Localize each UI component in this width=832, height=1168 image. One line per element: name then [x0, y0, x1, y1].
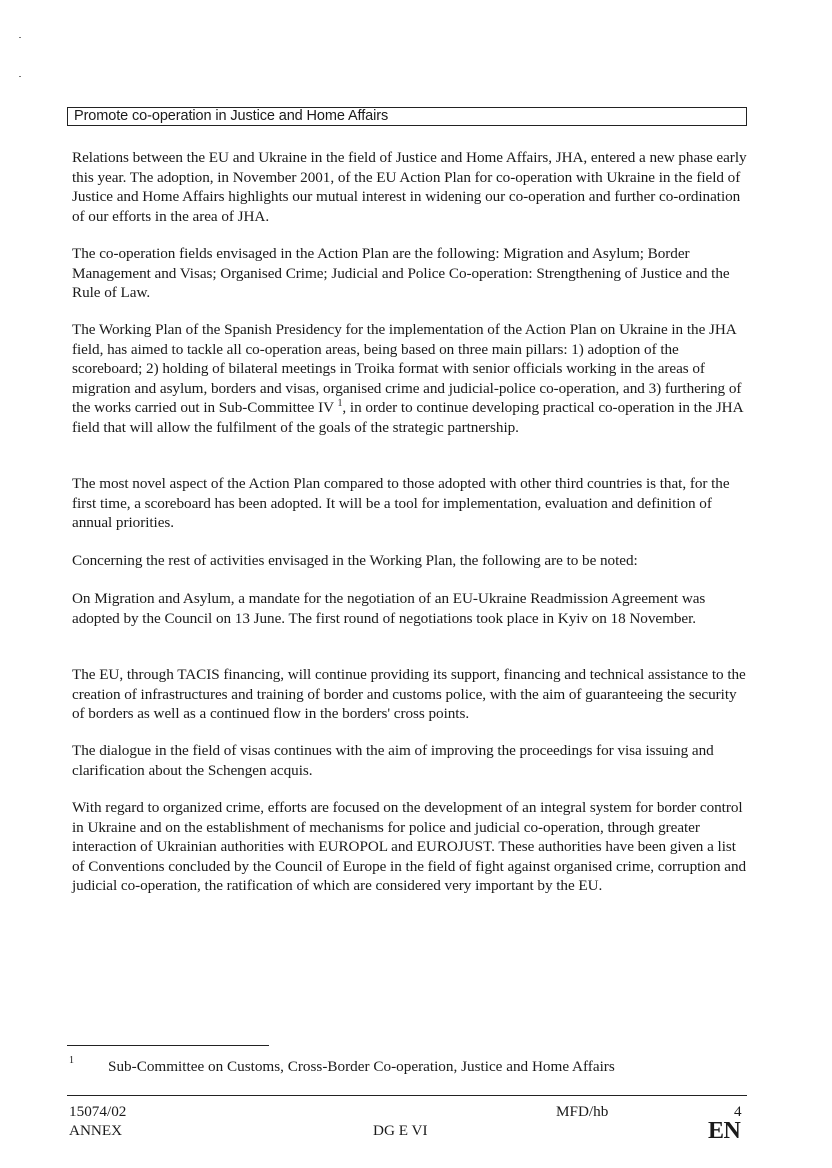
- document-number: 15074/02: [69, 1103, 127, 1120]
- footer-divider: [67, 1095, 747, 1096]
- annex-label: ANNEX: [69, 1122, 123, 1139]
- section-heading: Promote co-operation in Justice and Home Affairs: [74, 108, 389, 124]
- working-plan-text: The Working Plan of the Spanish Presidency for the implementation of the Action Plan on Ukraine in the JHA field, has aimed to tackle all co-operation areas, being based on three main pillars: 1) adoption of the scoreboard; 2) holding of bilateral meetings in Troika format with senior officials working in the areas of migration and asylum, borders and visas, organised crime and judicial-police co-operation, and 3) furthering of the works carried out in Sub-Committee IV: [72, 321, 742, 417]
- language-code: EN: [708, 1118, 741, 1144]
- paragraph-visas: The dialogue in the field of visas continues with the aim of improving the proceedings for visa issuing and clarification about the Schengen acquis.: [72, 742, 714, 779]
- scan-speck: [19, 76, 21, 77]
- paragraph-cooperation-fields: The co-operation fields envisaged in the Action Plan are the following: Migration and Asylum; Border Management and Visas; Organised Crime; Judicial and Police Co-operation: Strengthening of Justice and the Rule of Law.: [72, 245, 730, 302]
- footnote-number: 1: [69, 1055, 74, 1066]
- footnote-divider: [67, 1045, 269, 1046]
- footnote-text: Sub-Committee on Customs, Cross-Border Co-operation, Justice and Home Affairs: [108, 1058, 615, 1075]
- paragraph-tacis: The EU, through TACIS financing, will continue providing its support, financing and technical assistance to the creation of infrastructures and training of border and customs police, with the aim of guaranteeing the security of borders as well as a continued flow in the borders' cross points.: [72, 666, 746, 723]
- paragraph-activities-intro: Concerning the rest of activities envisaged in the Working Plan, the following are to be noted:: [72, 552, 638, 569]
- paragraph-jha-relations: Relations between the EU and Ukraine in the field of Justice and Home Affairs, JHA, entered a new phase early this year. The adoption, in November 2001, of the EU Action Plan for co-operation with Ukraine in the field of Justice and Home Affairs highlights our mutual interest in widening our co-operation and further co-ordination of our efforts in the area of JHA.: [72, 149, 747, 225]
- page-number: 4: [734, 1103, 742, 1120]
- author-initials: MFD/hb: [556, 1103, 609, 1120]
- working-plan-text-continued: , in order to continue developing practical co-operation in the JHA field that will allow the fulfilment of the goals of the strategic partnership.: [72, 399, 743, 436]
- paragraph-scoreboard: The most novel aspect of the Action Plan compared to those adopted with other third countries is that, for the first time, a scoreboard has been adopted. It will be a tool for implementation, evaluation and definition of annual priorities.: [72, 475, 730, 532]
- paragraph-working-plan: [72, 320, 752, 438]
- paragraph-migration-asylum: On Migration and Asylum, a mandate for the negotiation of an EU-Ukraine Readmission Agreement was adopted by the Council on 13 June. The first round of negotiations took place in Kyiv on 18 November.: [72, 590, 706, 627]
- footnote-reference: 1: [337, 398, 343, 410]
- section-heading-box: [67, 107, 747, 126]
- paragraph-organized-crime: With regard to organized crime, efforts are focused on the development of an integral system for border control in Ukraine and on the establishment of mechanisms for police and judicial co-operation, through greater interaction of Ukrainian authorities with EUROPOL and EUROJUST. These authorities have been given a list of Conventions concluded by the Council of Europe in the field of fight against organised crime, corruption and judicial co-operation, the ratification of which are considered very important by the EU.: [72, 799, 747, 895]
- directorate-label: DG E VI: [373, 1122, 428, 1139]
- scan-speck: [19, 37, 21, 38]
